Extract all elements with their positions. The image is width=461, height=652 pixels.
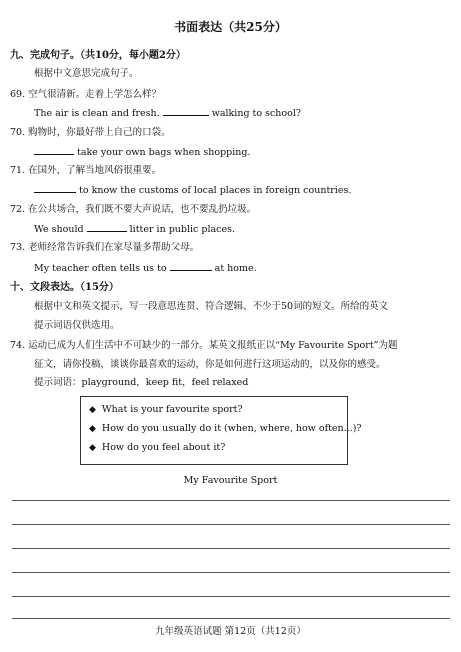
section9-heading: 九、完成句子。（共10分，每小题2分） bbox=[10, 50, 186, 61]
question-chinese: 在公共场合，我们既不要大声说话，也不要乱扔垃圾。 bbox=[28, 204, 257, 215]
hint-words: 提示词语：playground，keep fit，feel relaxed bbox=[34, 377, 249, 388]
question-74-line2: 征文，请你投稿，谈谈你最喜欢的运动，你是如何进行这项运动的，以及你的感受。 bbox=[34, 359, 386, 370]
question-70-sentence bbox=[34, 146, 251, 159]
bullet-text: How do you feel about it? bbox=[101, 442, 226, 453]
sentence-start: The air is clean and fresh. bbox=[34, 108, 163, 119]
answer-blank[interactable] bbox=[87, 223, 127, 232]
question-number: 74. bbox=[10, 340, 26, 351]
question-74-line1 bbox=[10, 340, 398, 352]
question-71-prompt bbox=[10, 165, 161, 177]
question-73-prompt bbox=[10, 242, 199, 254]
section10-instruction-line1: 根据中文和英文提示，写一段意思连贯、符合逻辑、不少于50词的短文。所给的英文 bbox=[34, 301, 389, 312]
sentence-end: to know the customs of local places in foreign countries. bbox=[76, 185, 352, 196]
sentence-end: at home. bbox=[211, 263, 257, 274]
question-number: 72. bbox=[10, 204, 26, 215]
writing-line[interactable] bbox=[12, 618, 450, 619]
prompt-box bbox=[80, 396, 362, 465]
writing-line[interactable] bbox=[12, 596, 450, 597]
writing-line[interactable] bbox=[12, 524, 450, 525]
essay-title: My Favourite Sport bbox=[183, 475, 278, 486]
sentence-end: litter in public places. bbox=[126, 224, 236, 235]
page-title: 书面表达（共25分） bbox=[174, 20, 287, 34]
bullet-text: What is your favourite sport? bbox=[101, 404, 243, 415]
diamond-icon: ◆ bbox=[89, 424, 96, 434]
sentence-end: take your own bags when shopping. bbox=[74, 147, 251, 158]
question-chinese: 购物时，你最好带上自己的口袋。 bbox=[28, 127, 171, 138]
answer-blank[interactable] bbox=[34, 184, 76, 193]
prompt-bullet bbox=[89, 442, 225, 454]
prompt-bullet bbox=[89, 423, 362, 435]
question-text: 运动已成为人们生活中不可缺少的一部分。某英文报纸正以“My Favourite Sport”为题 bbox=[28, 340, 398, 351]
question-69-sentence bbox=[34, 107, 301, 120]
question-chinese: 老师经常告诉我们在家尽量多帮助父母。 bbox=[28, 242, 200, 253]
answer-blank[interactable] bbox=[34, 146, 74, 155]
writing-line[interactable] bbox=[12, 572, 450, 573]
sentence-start: We should bbox=[34, 224, 87, 235]
bullet-text: How do you usually do it (when, where, how often...)? bbox=[101, 423, 362, 434]
section10-heading: 十、文段表达。（15分） bbox=[10, 282, 119, 293]
answer-blank[interactable] bbox=[170, 262, 212, 271]
writing-line[interactable] bbox=[12, 500, 450, 501]
writing-line[interactable] bbox=[12, 548, 450, 549]
prompt-bullet bbox=[89, 404, 243, 416]
question-72-prompt bbox=[10, 204, 256, 216]
sentence-end: walking to school? bbox=[208, 108, 301, 119]
sentence-start: My teacher often tells us to bbox=[34, 263, 170, 274]
answer-blank[interactable] bbox=[163, 107, 209, 116]
question-chinese: 空气很清新。走着上学怎么样？ bbox=[28, 89, 162, 100]
question-71-sentence bbox=[34, 184, 351, 197]
question-number: 69. bbox=[10, 89, 26, 100]
question-number: 70. bbox=[10, 127, 26, 138]
question-chinese: 在国外，了解当地风俗很重要。 bbox=[28, 165, 162, 176]
section9-instruction: 根据中文意思完成句子。 bbox=[34, 68, 139, 79]
section10-instruction-line2: 提示词语仅供选用。 bbox=[34, 320, 120, 331]
page-footer: 九年级英语试题 第12页（共12页） bbox=[155, 626, 306, 637]
question-69-prompt bbox=[10, 89, 161, 101]
diamond-icon: ◆ bbox=[89, 443, 96, 453]
question-70-prompt bbox=[10, 127, 171, 139]
question-73-sentence bbox=[34, 262, 257, 275]
question-number: 71. bbox=[10, 165, 26, 176]
question-number: 73. bbox=[10, 242, 26, 253]
question-72-sentence bbox=[34, 223, 235, 236]
diamond-icon: ◆ bbox=[89, 405, 96, 415]
